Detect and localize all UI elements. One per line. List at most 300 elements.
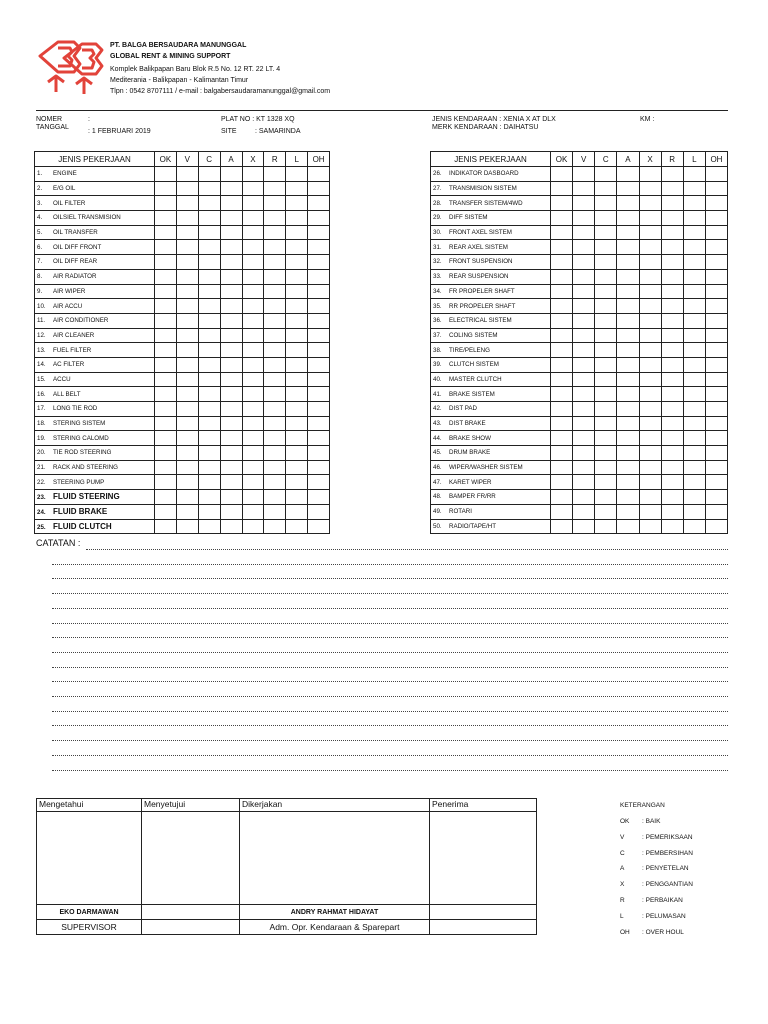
check-cell-x[interactable] (242, 475, 264, 490)
check-cell-v[interactable] (176, 343, 198, 358)
check-cell-oh[interactable] (705, 431, 727, 446)
check-cell-ok[interactable] (551, 357, 573, 372)
check-cell-c[interactable] (198, 490, 220, 505)
check-cell-x[interactable] (242, 460, 264, 475)
check-cell-a[interactable] (617, 460, 639, 475)
check-cell-v[interactable] (176, 372, 198, 387)
check-cell-a[interactable] (220, 328, 242, 343)
check-cell-x[interactable] (242, 504, 264, 519)
check-cell-l[interactable] (286, 372, 308, 387)
check-cell-a[interactable] (617, 372, 639, 387)
check-cell-l[interactable] (683, 299, 705, 314)
check-cell-a[interactable] (220, 519, 242, 534)
check-cell-v[interactable] (573, 357, 595, 372)
check-cell-a[interactable] (220, 225, 242, 240)
check-cell-x[interactable] (242, 402, 264, 417)
check-cell-c[interactable] (595, 387, 617, 402)
check-cell-oh[interactable] (705, 519, 727, 534)
check-cell-x[interactable] (242, 357, 264, 372)
check-cell-c[interactable] (198, 416, 220, 431)
check-cell-r[interactable] (661, 519, 683, 534)
check-cell-a[interactable] (220, 431, 242, 446)
check-cell-l[interactable] (683, 519, 705, 534)
check-cell-l[interactable] (683, 504, 705, 519)
check-cell-r[interactable] (661, 196, 683, 211)
check-cell-v[interactable] (176, 255, 198, 270)
check-cell-oh[interactable] (308, 211, 330, 226)
check-cell-v[interactable] (176, 490, 198, 505)
check-cell-l[interactable] (683, 446, 705, 461)
check-cell-x[interactable] (242, 211, 264, 226)
check-cell-c[interactable] (595, 167, 617, 182)
check-cell-x[interactable] (242, 284, 264, 299)
check-cell-oh[interactable] (308, 313, 330, 328)
check-cell-c[interactable] (595, 328, 617, 343)
check-cell-oh[interactable] (308, 284, 330, 299)
check-cell-a[interactable] (617, 446, 639, 461)
check-cell-r[interactable] (264, 343, 286, 358)
check-cell-l[interactable] (286, 240, 308, 255)
check-cell-oh[interactable] (705, 504, 727, 519)
check-cell-c[interactable] (198, 402, 220, 417)
check-cell-c[interactable] (198, 255, 220, 270)
check-cell-oh[interactable] (308, 416, 330, 431)
check-cell-ok[interactable] (155, 167, 177, 182)
check-cell-x[interactable] (242, 431, 264, 446)
check-cell-l[interactable] (683, 225, 705, 240)
check-cell-l[interactable] (683, 313, 705, 328)
check-cell-c[interactable] (595, 475, 617, 490)
check-cell-a[interactable] (617, 416, 639, 431)
check-cell-a[interactable] (220, 372, 242, 387)
check-cell-a[interactable] (220, 313, 242, 328)
check-cell-v[interactable] (176, 284, 198, 299)
check-cell-c[interactable] (595, 357, 617, 372)
check-cell-a[interactable] (617, 402, 639, 417)
check-cell-r[interactable] (264, 504, 286, 519)
check-cell-c[interactable] (198, 313, 220, 328)
check-cell-ok[interactable] (551, 313, 573, 328)
check-cell-oh[interactable] (308, 343, 330, 358)
check-cell-c[interactable] (198, 475, 220, 490)
check-cell-c[interactable] (198, 431, 220, 446)
check-cell-l[interactable] (286, 387, 308, 402)
check-cell-x[interactable] (242, 446, 264, 461)
check-cell-l[interactable] (286, 313, 308, 328)
check-cell-a[interactable] (617, 255, 639, 270)
check-cell-r[interactable] (661, 181, 683, 196)
check-cell-a[interactable] (617, 519, 639, 534)
check-cell-l[interactable] (286, 284, 308, 299)
check-cell-c[interactable] (595, 372, 617, 387)
check-cell-v[interactable] (573, 387, 595, 402)
check-cell-v[interactable] (176, 269, 198, 284)
check-cell-a[interactable] (220, 490, 242, 505)
check-cell-oh[interactable] (308, 181, 330, 196)
check-cell-ok[interactable] (155, 504, 177, 519)
check-cell-a[interactable] (617, 387, 639, 402)
check-cell-v[interactable] (176, 416, 198, 431)
check-cell-v[interactable] (176, 167, 198, 182)
check-cell-v[interactable] (176, 460, 198, 475)
check-cell-c[interactable] (198, 460, 220, 475)
check-cell-x[interactable] (639, 431, 661, 446)
check-cell-a[interactable] (617, 269, 639, 284)
check-cell-r[interactable] (264, 196, 286, 211)
check-cell-l[interactable] (683, 460, 705, 475)
check-cell-l[interactable] (286, 519, 308, 534)
check-cell-l[interactable] (286, 460, 308, 475)
check-cell-a[interactable] (617, 196, 639, 211)
check-cell-a[interactable] (617, 181, 639, 196)
check-cell-l[interactable] (286, 357, 308, 372)
check-cell-a[interactable] (220, 343, 242, 358)
check-cell-ok[interactable] (551, 343, 573, 358)
check-cell-a[interactable] (220, 269, 242, 284)
check-cell-r[interactable] (661, 167, 683, 182)
check-cell-oh[interactable] (705, 181, 727, 196)
check-cell-a[interactable] (617, 240, 639, 255)
check-cell-oh[interactable] (705, 313, 727, 328)
check-cell-ok[interactable] (155, 211, 177, 226)
check-cell-a[interactable] (617, 211, 639, 226)
check-cell-ok[interactable] (155, 387, 177, 402)
check-cell-r[interactable] (264, 519, 286, 534)
check-cell-ok[interactable] (155, 313, 177, 328)
check-cell-r[interactable] (661, 328, 683, 343)
check-cell-ok[interactable] (155, 460, 177, 475)
check-cell-c[interactable] (595, 299, 617, 314)
check-cell-v[interactable] (176, 196, 198, 211)
check-cell-x[interactable] (242, 299, 264, 314)
check-cell-l[interactable] (683, 343, 705, 358)
check-cell-v[interactable] (176, 240, 198, 255)
check-cell-ok[interactable] (155, 343, 177, 358)
check-cell-r[interactable] (264, 387, 286, 402)
check-cell-a[interactable] (617, 343, 639, 358)
check-cell-c[interactable] (198, 519, 220, 534)
check-cell-x[interactable] (639, 211, 661, 226)
check-cell-v[interactable] (573, 211, 595, 226)
check-cell-r[interactable] (264, 167, 286, 182)
check-cell-ok[interactable] (155, 519, 177, 534)
check-cell-r[interactable] (264, 313, 286, 328)
check-cell-x[interactable] (242, 196, 264, 211)
check-cell-ok[interactable] (551, 181, 573, 196)
check-cell-oh[interactable] (705, 255, 727, 270)
check-cell-r[interactable] (264, 255, 286, 270)
check-cell-l[interactable] (286, 269, 308, 284)
check-cell-v[interactable] (573, 181, 595, 196)
check-cell-l[interactable] (683, 196, 705, 211)
check-cell-l[interactable] (286, 475, 308, 490)
check-cell-v[interactable] (176, 181, 198, 196)
check-cell-ok[interactable] (551, 504, 573, 519)
check-cell-ok[interactable] (155, 490, 177, 505)
check-cell-c[interactable] (595, 284, 617, 299)
check-cell-c[interactable] (595, 402, 617, 417)
check-cell-ok[interactable] (551, 211, 573, 226)
check-cell-l[interactable] (683, 416, 705, 431)
check-cell-a[interactable] (617, 475, 639, 490)
check-cell-v[interactable] (573, 372, 595, 387)
check-cell-oh[interactable] (705, 328, 727, 343)
check-cell-c[interactable] (198, 372, 220, 387)
check-cell-c[interactable] (198, 211, 220, 226)
check-cell-c[interactable] (595, 196, 617, 211)
check-cell-oh[interactable] (705, 372, 727, 387)
check-cell-l[interactable] (683, 269, 705, 284)
signature-box-mengetahui[interactable] (37, 812, 142, 905)
check-cell-v[interactable] (176, 299, 198, 314)
check-cell-oh[interactable] (705, 196, 727, 211)
check-cell-l[interactable] (286, 343, 308, 358)
check-cell-l[interactable] (286, 299, 308, 314)
check-cell-oh[interactable] (705, 269, 727, 284)
check-cell-oh[interactable] (705, 357, 727, 372)
check-cell-c[interactable] (595, 313, 617, 328)
check-cell-l[interactable] (683, 211, 705, 226)
check-cell-oh[interactable] (705, 402, 727, 417)
check-cell-x[interactable] (639, 519, 661, 534)
check-cell-v[interactable] (573, 269, 595, 284)
check-cell-c[interactable] (198, 225, 220, 240)
check-cell-c[interactable] (595, 504, 617, 519)
check-cell-ok[interactable] (551, 328, 573, 343)
check-cell-r[interactable] (661, 269, 683, 284)
check-cell-x[interactable] (639, 416, 661, 431)
check-cell-ok[interactable] (155, 357, 177, 372)
check-cell-ok[interactable] (155, 255, 177, 270)
check-cell-v[interactable] (176, 313, 198, 328)
check-cell-v[interactable] (573, 446, 595, 461)
check-cell-r[interactable] (661, 284, 683, 299)
check-cell-ok[interactable] (551, 240, 573, 255)
check-cell-oh[interactable] (308, 196, 330, 211)
check-cell-ok[interactable] (551, 475, 573, 490)
check-cell-l[interactable] (683, 372, 705, 387)
check-cell-c[interactable] (595, 211, 617, 226)
check-cell-l[interactable] (286, 402, 308, 417)
check-cell-ok[interactable] (551, 519, 573, 534)
check-cell-r[interactable] (661, 343, 683, 358)
check-cell-oh[interactable] (308, 475, 330, 490)
check-cell-r[interactable] (264, 372, 286, 387)
check-cell-x[interactable] (242, 343, 264, 358)
check-cell-oh[interactable] (705, 343, 727, 358)
check-cell-x[interactable] (242, 240, 264, 255)
check-cell-v[interactable] (573, 475, 595, 490)
check-cell-v[interactable] (573, 460, 595, 475)
check-cell-ok[interactable] (155, 446, 177, 461)
check-cell-v[interactable] (176, 387, 198, 402)
check-cell-c[interactable] (595, 519, 617, 534)
check-cell-ok[interactable] (551, 416, 573, 431)
check-cell-a[interactable] (220, 240, 242, 255)
check-cell-c[interactable] (595, 269, 617, 284)
check-cell-c[interactable] (198, 167, 220, 182)
check-cell-l[interactable] (286, 446, 308, 461)
check-cell-r[interactable] (264, 357, 286, 372)
check-cell-l[interactable] (683, 387, 705, 402)
check-cell-ok[interactable] (551, 490, 573, 505)
check-cell-x[interactable] (639, 313, 661, 328)
check-cell-r[interactable] (264, 460, 286, 475)
check-cell-x[interactable] (639, 181, 661, 196)
check-cell-oh[interactable] (308, 269, 330, 284)
check-cell-a[interactable] (220, 387, 242, 402)
check-cell-ok[interactable] (551, 387, 573, 402)
check-cell-r[interactable] (264, 328, 286, 343)
check-cell-r[interactable] (661, 504, 683, 519)
check-cell-x[interactable] (242, 372, 264, 387)
check-cell-x[interactable] (639, 446, 661, 461)
check-cell-oh[interactable] (705, 475, 727, 490)
check-cell-oh[interactable] (705, 490, 727, 505)
check-cell-oh[interactable] (308, 504, 330, 519)
check-cell-c[interactable] (595, 416, 617, 431)
check-cell-c[interactable] (198, 387, 220, 402)
check-cell-v[interactable] (176, 504, 198, 519)
check-cell-v[interactable] (573, 196, 595, 211)
check-cell-r[interactable] (264, 475, 286, 490)
check-cell-c[interactable] (595, 431, 617, 446)
check-cell-v[interactable] (176, 431, 198, 446)
check-cell-v[interactable] (573, 490, 595, 505)
check-cell-r[interactable] (264, 402, 286, 417)
check-cell-oh[interactable] (308, 357, 330, 372)
check-cell-a[interactable] (220, 357, 242, 372)
check-cell-c[interactable] (198, 357, 220, 372)
check-cell-x[interactable] (242, 328, 264, 343)
check-cell-l[interactable] (683, 357, 705, 372)
check-cell-r[interactable] (661, 240, 683, 255)
check-cell-v[interactable] (573, 299, 595, 314)
check-cell-r[interactable] (264, 299, 286, 314)
check-cell-v[interactable] (573, 328, 595, 343)
check-cell-oh[interactable] (308, 460, 330, 475)
check-cell-v[interactable] (573, 416, 595, 431)
check-cell-l[interactable] (286, 181, 308, 196)
check-cell-r[interactable] (661, 431, 683, 446)
check-cell-v[interactable] (573, 504, 595, 519)
check-cell-a[interactable] (617, 431, 639, 446)
check-cell-x[interactable] (639, 460, 661, 475)
check-cell-x[interactable] (639, 240, 661, 255)
check-cell-x[interactable] (242, 269, 264, 284)
check-cell-r[interactable] (264, 446, 286, 461)
check-cell-v[interactable] (176, 446, 198, 461)
check-cell-oh[interactable] (308, 387, 330, 402)
check-cell-v[interactable] (573, 240, 595, 255)
check-cell-ok[interactable] (155, 196, 177, 211)
check-cell-a[interactable] (220, 460, 242, 475)
check-cell-c[interactable] (595, 343, 617, 358)
check-cell-x[interactable] (639, 269, 661, 284)
check-cell-oh[interactable] (705, 416, 727, 431)
check-cell-oh[interactable] (308, 519, 330, 534)
check-cell-a[interactable] (617, 167, 639, 182)
check-cell-r[interactable] (661, 211, 683, 226)
check-cell-r[interactable] (661, 357, 683, 372)
check-cell-x[interactable] (639, 504, 661, 519)
check-cell-x[interactable] (242, 313, 264, 328)
check-cell-a[interactable] (220, 167, 242, 182)
check-cell-a[interactable] (617, 504, 639, 519)
check-cell-x[interactable] (242, 167, 264, 182)
check-cell-l[interactable] (683, 181, 705, 196)
check-cell-r[interactable] (264, 431, 286, 446)
check-cell-oh[interactable] (705, 446, 727, 461)
check-cell-l[interactable] (286, 211, 308, 226)
check-cell-l[interactable] (286, 490, 308, 505)
check-cell-x[interactable] (242, 416, 264, 431)
check-cell-a[interactable] (220, 211, 242, 226)
check-cell-ok[interactable] (155, 372, 177, 387)
check-cell-r[interactable] (264, 416, 286, 431)
check-cell-c[interactable] (595, 460, 617, 475)
check-cell-l[interactable] (286, 167, 308, 182)
check-cell-l[interactable] (683, 402, 705, 417)
check-cell-c[interactable] (595, 181, 617, 196)
check-cell-v[interactable] (573, 519, 595, 534)
check-cell-ok[interactable] (551, 431, 573, 446)
check-cell-ok[interactable] (155, 284, 177, 299)
check-cell-a[interactable] (220, 196, 242, 211)
check-cell-a[interactable] (617, 490, 639, 505)
check-cell-c[interactable] (198, 343, 220, 358)
check-cell-oh[interactable] (705, 387, 727, 402)
check-cell-ok[interactable] (155, 328, 177, 343)
check-cell-r[interactable] (264, 284, 286, 299)
check-cell-oh[interactable] (308, 225, 330, 240)
check-cell-a[interactable] (617, 284, 639, 299)
check-cell-x[interactable] (639, 372, 661, 387)
check-cell-l[interactable] (286, 255, 308, 270)
check-cell-l[interactable] (683, 240, 705, 255)
check-cell-c[interactable] (595, 255, 617, 270)
check-cell-x[interactable] (242, 519, 264, 534)
check-cell-ok[interactable] (551, 255, 573, 270)
check-cell-oh[interactable] (308, 167, 330, 182)
check-cell-c[interactable] (595, 490, 617, 505)
check-cell-v[interactable] (176, 328, 198, 343)
check-cell-a[interactable] (617, 313, 639, 328)
signature-box-dikerjakan[interactable] (240, 812, 430, 905)
check-cell-ok[interactable] (155, 402, 177, 417)
check-cell-r[interactable] (661, 387, 683, 402)
check-cell-r[interactable] (264, 490, 286, 505)
check-cell-r[interactable] (264, 225, 286, 240)
check-cell-v[interactable] (573, 431, 595, 446)
check-cell-ok[interactable] (155, 299, 177, 314)
check-cell-a[interactable] (220, 299, 242, 314)
check-cell-x[interactable] (639, 387, 661, 402)
check-cell-a[interactable] (617, 357, 639, 372)
check-cell-l[interactable] (286, 328, 308, 343)
check-cell-x[interactable] (639, 328, 661, 343)
check-cell-v[interactable] (573, 402, 595, 417)
check-cell-r[interactable] (661, 225, 683, 240)
check-cell-c[interactable] (198, 196, 220, 211)
check-cell-l[interactable] (683, 475, 705, 490)
signature-box-menyetujui[interactable] (142, 812, 240, 905)
check-cell-ok[interactable] (551, 299, 573, 314)
check-cell-x[interactable] (242, 255, 264, 270)
check-cell-r[interactable] (661, 299, 683, 314)
check-cell-ok[interactable] (551, 167, 573, 182)
check-cell-l[interactable] (286, 431, 308, 446)
